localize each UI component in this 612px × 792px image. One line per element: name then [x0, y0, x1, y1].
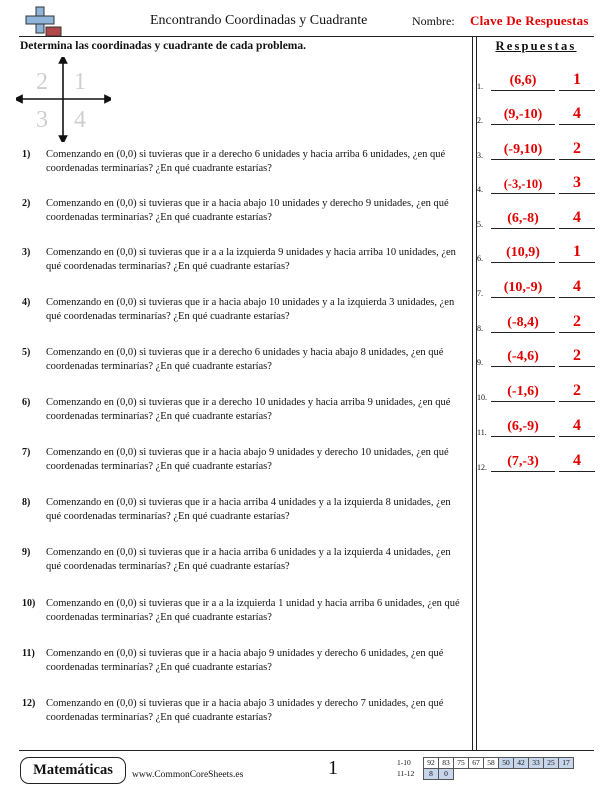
problem-text: Comenzando en (0,0) si tuvieras que ir a hacia arriba 4 unidades y a la izquierda 8 unidades, ¿en qué coordenadas terminarías? ¿En qué cuadrante estarías? — [46, 497, 451, 522]
answer-quadrant: 2 — [559, 346, 595, 367]
problem-text: Comenzando en (0,0) si tuvieras que ir a derecho 6 unidades y hacia abajo 8 unidades, ¿en qué coordenadas terminarías? ¿En qué cuadrante estarías? — [46, 347, 444, 372]
answer-row — [477, 140, 597, 160]
answer-coordinates: (-4,6) — [491, 348, 555, 367]
answer-row — [477, 278, 597, 298]
answer-quadrant: 4 — [559, 104, 595, 125]
problem-number: 3) — [22, 247, 31, 258]
answer-row — [477, 382, 597, 402]
answer-coordinates: (-9,10) — [491, 141, 555, 160]
answer-coordinates: (10,-9) — [491, 279, 555, 298]
problem-number: 5) — [22, 347, 31, 358]
answer-coordinates: (6,-8) — [491, 210, 555, 229]
problem-text: Comenzando en (0,0) si tuvieras que ir a hacia abajo 9 unidades y derecho 6 unidades, ¿en qué coordenadas terminarías? ¿En qué cuadrante estarías? — [46, 648, 444, 673]
answer-number: 11. — [477, 428, 487, 437]
problem-number: 10) — [22, 598, 36, 609]
answer-quadrant: 1 — [559, 70, 595, 91]
answer-coordinates: (-3,-10) — [491, 175, 555, 194]
answer-quadrant: 4 — [559, 416, 595, 437]
problem-number: 12) — [22, 698, 36, 709]
answer-number: 9. — [477, 358, 483, 367]
answer-row — [477, 209, 597, 229]
problem-number: 7) — [22, 447, 31, 458]
answer-row — [477, 71, 597, 91]
quadrant-label-2: 2 — [36, 69, 48, 95]
answer-row — [477, 313, 597, 333]
score-cell: 58 — [484, 758, 499, 769]
problem-text: Comenzando en (0,0) si tuvieras que ir a hacia abajo 10 unidades y derecho 9 unidades, ¿en qué coordenadas terminarías? ¿En qué cuadrante estarías? — [46, 198, 449, 223]
answer-number: 7. — [477, 289, 483, 298]
answer-coordinates: (-1,6) — [491, 383, 555, 402]
answer-quadrant: 1 — [559, 242, 595, 263]
score-cell: 33 — [529, 758, 544, 769]
answer-number: 5. — [477, 220, 483, 229]
score-label: 1-10 — [397, 758, 411, 767]
math-logo-icon — [22, 5, 62, 39]
answer-quadrant: 2 — [559, 139, 595, 160]
score-label: 11-12 — [397, 769, 415, 778]
quadrant-label-1: 1 — [74, 69, 86, 95]
answer-coordinates: (9,-10) — [491, 106, 555, 125]
answer-row — [477, 243, 597, 263]
worksheet-title: Encontrando Coordinadas y Cuadrante — [150, 13, 368, 28]
problem-number: 11) — [22, 648, 35, 659]
problem-number: 9) — [22, 547, 31, 558]
answer-coordinates: (7,-3) — [491, 453, 555, 472]
answer-number: 10. — [477, 393, 487, 402]
problem-text: Comenzando en (0,0) si tuvieras que ir a hacia arriba 6 unidades y a la izquierda 4 unidades, ¿en qué coordenadas terminarías? ¿En qué cuadrante estarías? — [46, 547, 451, 572]
answer-quadrant: 3 — [559, 173, 595, 194]
answer-quadrant: 4 — [559, 451, 595, 472]
problem-text: Comenzando en (0,0) si tuvieras que ir a a la izquierda 1 unidad y hacia arriba 6 unidades, ¿en qué coordenadas terminarías? ¿En qué cuadrante estarías? — [46, 598, 460, 623]
problem-text: Comenzando en (0,0) si tuvieras que ir a hacia abajo 9 unidades y derecho 10 unidades, ¿en qué coordenadas terminarías? ¿En qué cuadrante estarías? — [46, 447, 449, 472]
name-label: Nombre: — [412, 14, 455, 28]
answer-number: 6. — [477, 254, 483, 263]
problem-text: Comenzando en (0,0) si tuvieras que ir a derecho 10 unidades y hacia arriba 9 unidades, ¿en qué coordenadas terminarías? ¿En qué cuadrante estarías? — [46, 397, 451, 422]
answer-row — [477, 347, 597, 367]
problem-number: 8) — [22, 497, 31, 508]
problem-text: Comenzando en (0,0) si tuvieras que ir a hacia abajo 10 unidades y a la izquierda 3 unidades, ¿en qué coordenadas terminarías? ¿En qué cuadrante estarías? — [46, 297, 455, 322]
answer-row — [477, 417, 597, 437]
answer-quadrant: 2 — [559, 381, 595, 402]
header-divider — [19, 36, 594, 37]
footer-divider — [19, 750, 594, 751]
problem-number: 4) — [22, 297, 31, 308]
subject-badge: Matemáticas — [20, 757, 126, 784]
answer-number: 2. — [477, 116, 483, 125]
answer-number: 8. — [477, 324, 483, 333]
instructions: Determina las coordinadas y cuadrante de cada problema. — [20, 40, 307, 52]
quadrant-diagram — [16, 57, 111, 142]
score-cell: 8 — [424, 769, 439, 780]
quadrant-label-3: 3 — [36, 107, 48, 133]
answer-quadrant: 2 — [559, 312, 595, 333]
answer-coordinates: (-8,4) — [491, 314, 555, 333]
answer-coordinates: (6,-9) — [491, 418, 555, 437]
score-table — [423, 757, 574, 780]
problem-text: Comenzando en (0,0) si tuvieras que ir a a la izquierda 9 unidades y hacia arriba 10 unidades, ¿en qué coordenadas terminarías? ¿En qué cuadrante estarías? — [46, 247, 456, 272]
score-cell: 25 — [544, 758, 559, 769]
score-cell: 42 — [514, 758, 529, 769]
score-cell: 50 — [499, 758, 514, 769]
column-divider — [472, 36, 473, 750]
problem-text: Comenzando en (0,0) si tuvieras que ir a derecho 6 unidades y hacia arriba 6 unidades, ¿en qué coordenadas terminarías? ¿En qué cuadrante estarías? — [46, 149, 446, 174]
problem-text: Comenzando en (0,0) si tuvieras que ir a hacia abajo 3 unidades y derecho 7 unidades, ¿en qué coordenadas terminarías? ¿En qué cuadrante estarías? — [46, 698, 444, 723]
score-cell: 75 — [454, 758, 469, 769]
answer-number: 3. — [477, 151, 483, 160]
problem-number: 2) — [22, 198, 31, 209]
answer-coordinates: (6,6) — [491, 72, 555, 91]
problem-number: 1) — [22, 149, 31, 160]
answer-number: 4. — [477, 185, 483, 194]
name-value: Clave De Respuestas — [470, 13, 589, 28]
answer-row — [477, 105, 597, 125]
answer-row — [477, 174, 597, 194]
answer-number: 12. — [477, 463, 487, 472]
score-cell: 83 — [439, 758, 454, 769]
answer-quadrant: 4 — [559, 208, 595, 229]
score-cell: 0 — [439, 769, 454, 780]
score-cell: 67 — [469, 758, 484, 769]
answer-number: 1. — [477, 82, 483, 91]
page-number: 1 — [328, 757, 338, 779]
answers-heading: Respuestas — [495, 39, 577, 53]
score-cell: 92 — [424, 758, 439, 769]
score-cell: 17 — [559, 758, 574, 769]
quadrant-label-4: 4 — [74, 107, 86, 133]
problem-number: 6) — [22, 397, 31, 408]
answer-coordinates: (10,9) — [491, 244, 555, 263]
answer-quadrant: 4 — [559, 277, 595, 298]
answer-row — [477, 452, 597, 472]
site-url: www.CommonCoreSheets.es — [132, 770, 244, 780]
